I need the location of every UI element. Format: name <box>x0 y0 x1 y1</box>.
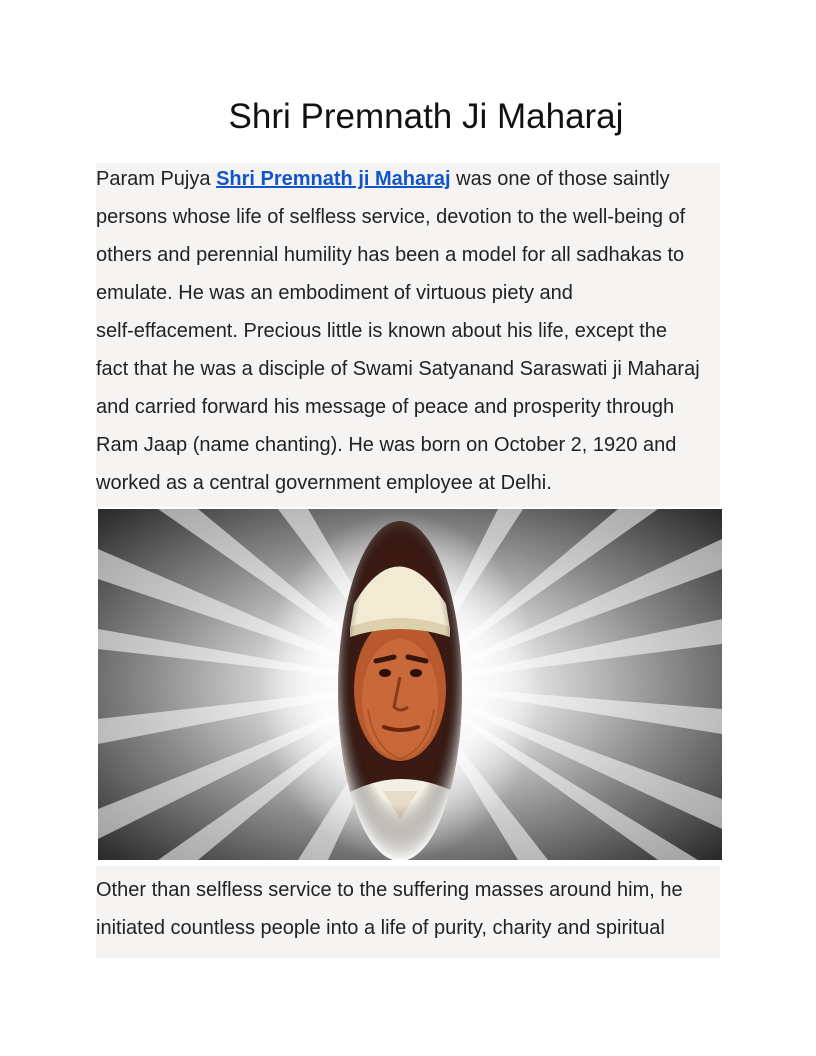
portrait-image <box>98 509 722 860</box>
paragraph-line: initiated countless people into a life of purity, charity and spiritual <box>96 917 665 939</box>
page-title: Shri Premnath Ji Maharaj <box>228 97 624 136</box>
paragraph-line: Other than selfless service to the suffering masses around him, he <box>96 879 683 901</box>
paragraph-line: self-effacement. Precious little is known about his life, except the <box>96 320 668 342</box>
premnath-link[interactable]: Shri Premnath ji Maharaj <box>216 168 451 190</box>
paragraph-line: Ram Jaap (name chanting). He was born on October 2, 1920 and <box>96 434 677 456</box>
paragraph-line <box>96 160 736 198</box>
portrait-graphic <box>98 509 722 860</box>
paragraph-line: others and perennial humility has been a model for all sadhakas to <box>96 244 685 266</box>
text-fragment: Param Pujya <box>96 168 217 190</box>
text-fragment: was one of those saintly <box>450 168 670 190</box>
paragraph-line: emulate. He was an embodiment of virtuous piety and <box>96 282 573 304</box>
paragraph-line: worked as a central government employee at Delhi. <box>96 472 552 494</box>
service-paragraph <box>96 871 736 947</box>
paragraph-line: persons whose life of selfless service, devotion to the well-being of <box>96 206 686 228</box>
intro-paragraph <box>96 160 736 502</box>
paragraph-line: and carried forward his message of peace and prosperity through <box>96 396 675 418</box>
paragraph-line: fact that he was a disciple of Swami Satyanand Saraswati ji Maharaj <box>96 358 700 380</box>
